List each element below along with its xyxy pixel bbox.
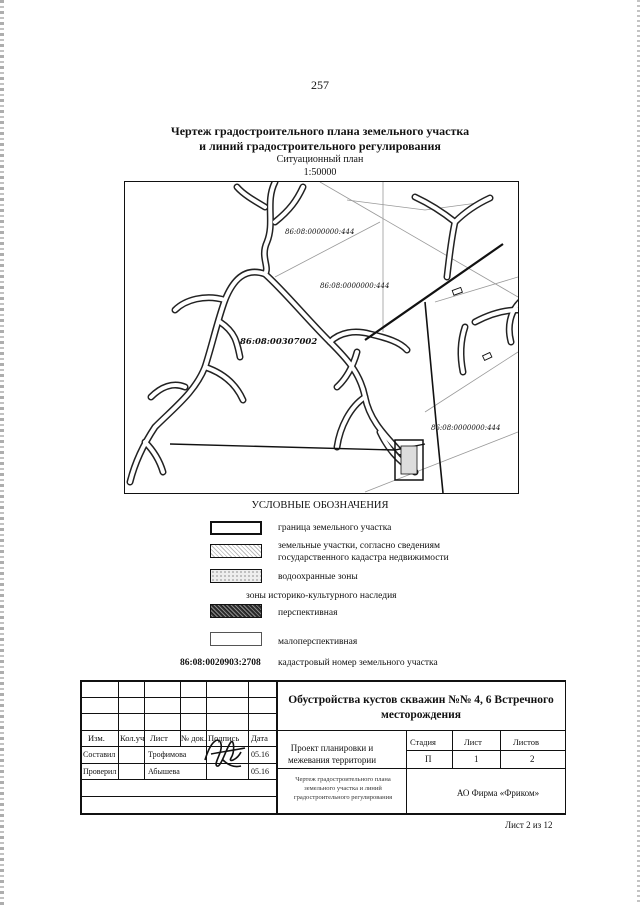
plan-subtitle: Ситуационный план — [276, 154, 364, 165]
tb-doc-title-line-1: Проект планировки и — [290, 743, 374, 753]
tb-project-title — [276, 693, 566, 723]
tb-stage-header: Стадия — [410, 737, 436, 747]
tb-row-2-role: Проверил — [83, 767, 117, 776]
tb-header-count: Кол.уч — [120, 733, 145, 743]
legend-title: УСЛОВНЫЕ ОБОЗНАЧЕНИЯ — [251, 500, 389, 511]
tb-header-date: Дата — [251, 733, 268, 743]
tb-header-change: Изм. — [88, 733, 105, 743]
legend-text-registry-line-1: земельные участки, согласно сведениям — [278, 541, 440, 551]
tb-row-2-name: Абышева — [148, 767, 180, 776]
tb-doc-title — [276, 742, 388, 766]
tb-drawing-title-line-1: Чертеж градостроительного плана — [295, 776, 391, 783]
legend-text-water: водоохранные зоны — [278, 572, 358, 582]
tb-row-2-date: 05.16 — [251, 767, 269, 776]
tb-drawing-title-line-2: земельного участка и линий — [304, 785, 382, 792]
page-title-line-2: и линий градостроительного регулирования — [199, 139, 441, 153]
legend-cadastral-example-text: кадастровый номер земельного участка — [278, 658, 438, 668]
legend-swatch-water — [210, 569, 262, 583]
tb-sheet-value: 1 — [474, 754, 479, 764]
tb-header-doc-no: № док. — [181, 733, 207, 743]
legend-swatch-boundary — [210, 521, 262, 535]
page-number: 257 — [311, 78, 329, 92]
tb-row-1-name: Трофимова — [148, 750, 187, 759]
tb-sheets-header: Листов — [513, 737, 539, 747]
map-label-quarter: 86:08:00307002 — [240, 337, 318, 347]
signature-image — [201, 730, 249, 772]
map-label-parcel-1: 86:08:0000000:444 — [285, 228, 355, 236]
legend-swatch-low-perspective — [210, 632, 262, 646]
tb-drawing-title-line-3: градостроительного регулирования — [293, 794, 393, 801]
tb-header-sheet: Лист — [150, 733, 168, 743]
map-label-parcel-3: 86:08:0000000:444 — [431, 424, 501, 432]
legend-heritage-header: зоны историко-культурного наследия — [246, 591, 397, 601]
tb-drawing-title — [276, 775, 410, 802]
situation-map-drawing — [125, 182, 518, 493]
tb-row-1-role: Составил — [83, 750, 116, 759]
tb-sheet-header: Лист — [464, 737, 482, 747]
tb-row-1-date: 05.16 — [251, 750, 269, 759]
map-rivers — [130, 182, 518, 482]
legend-text-perspective: перспективная — [278, 608, 338, 618]
legend-cadastral-example: 86:08:0020903:2708 — [180, 658, 261, 668]
tb-header-signature: Подпись — [208, 733, 240, 743]
legend-text-low-perspective: малоперспективная — [278, 637, 358, 647]
tb-project-title-line-1: Обустройства кустов скважин №№ 4, 6 Встречного — [288, 694, 554, 706]
tb-sheets-value: 2 — [530, 754, 535, 764]
title-block — [80, 680, 566, 815]
legend-swatch-perspective — [210, 604, 262, 618]
legend-text-boundary: граница земельного участка — [278, 523, 392, 533]
map-label-parcel-2: 86:08:0000000:444 — [320, 282, 390, 290]
tb-organization: АО Фирма «Фриком» — [456, 788, 540, 798]
tb-doc-title-line-2: межевания территории — [287, 755, 377, 765]
page-title-line-1: Чертеж градостроительного плана земельного участка — [170, 124, 470, 138]
plan-scale: 1:50000 — [303, 167, 337, 178]
situation-map — [124, 181, 519, 494]
tb-stage-value: П — [425, 754, 432, 764]
legend-swatch-registry — [210, 544, 262, 558]
sheet-footer: Лист 2 из 12 — [505, 820, 553, 830]
legend-text-registry-line-2: государственного кадастра недвижимости — [278, 553, 449, 563]
legend-text-registry — [278, 540, 498, 564]
tb-project-title-line-2: месторождения — [380, 709, 462, 721]
